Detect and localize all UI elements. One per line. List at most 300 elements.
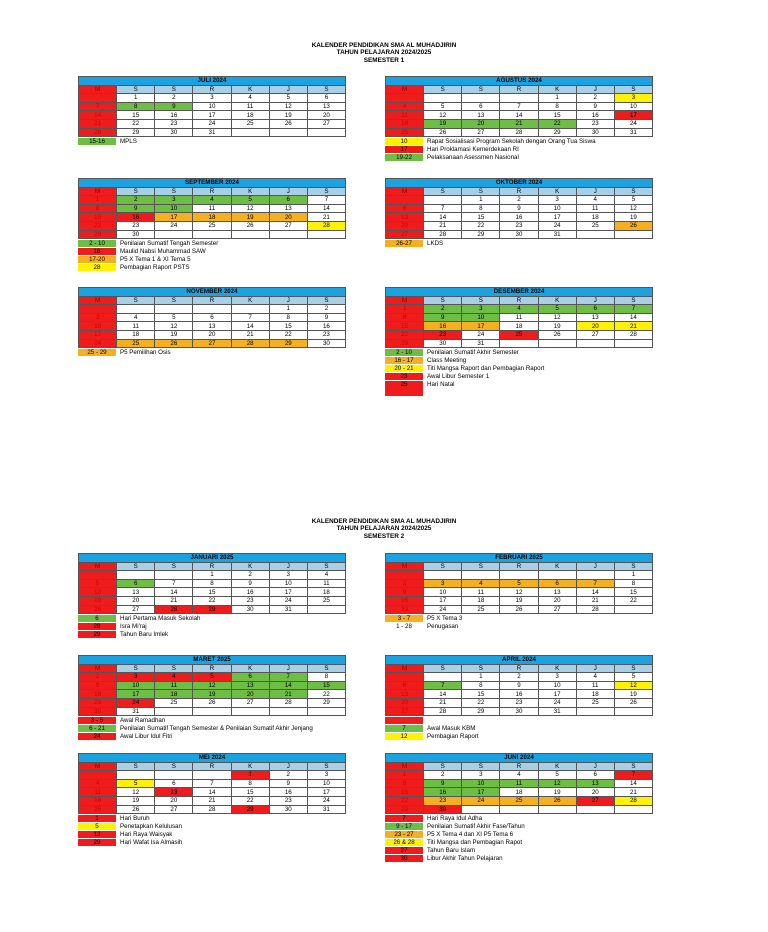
date-cell: 1	[269, 305, 307, 314]
date-cell: 28	[424, 707, 462, 716]
date-cell	[155, 707, 193, 716]
date-cell: 5	[500, 579, 538, 588]
date-cell	[386, 571, 424, 580]
date-cell	[193, 230, 231, 239]
date-cell: 3	[462, 305, 500, 314]
legend-text: Penugasan	[427, 622, 459, 630]
date-cell: 15	[462, 690, 500, 699]
legend	[385, 717, 653, 741]
date-cell: 6	[576, 305, 614, 314]
date-cell: 29	[462, 707, 500, 716]
date-cell	[231, 707, 269, 716]
day-header: J	[576, 85, 614, 94]
date-cell: 9	[307, 313, 345, 322]
day-header: S	[307, 562, 345, 571]
date-cell: 13	[386, 213, 424, 222]
date-cell: 2	[269, 771, 307, 780]
date-cell: 24	[538, 221, 576, 230]
date-cell: 11	[117, 322, 155, 331]
date-cell: 6	[538, 579, 576, 588]
date-cell: 5	[117, 779, 155, 788]
date-cell	[386, 673, 424, 682]
date-cell: 7	[155, 579, 193, 588]
date-cell: 25	[576, 221, 614, 230]
date-cell: 18	[117, 330, 155, 339]
date-cell: 29	[193, 605, 231, 614]
date-cell: 27	[386, 707, 424, 716]
day-header: S	[424, 187, 462, 196]
day-header: S	[155, 562, 193, 571]
date-cell	[193, 707, 231, 716]
month-maret	[78, 655, 346, 741]
date-cell: 8	[462, 681, 500, 690]
date-cell: 14	[231, 322, 269, 331]
date-cell: 12	[193, 681, 231, 690]
calendar-table	[385, 655, 653, 716]
date-cell: 6	[307, 94, 345, 103]
date-cell: 24	[193, 119, 231, 128]
date-cell: 26	[614, 698, 652, 707]
date-cell	[155, 771, 193, 780]
date-cell: 14	[424, 213, 462, 222]
day-header: S	[462, 296, 500, 305]
date-cell	[462, 571, 500, 580]
day-header: J	[576, 562, 614, 571]
date-cell: 18	[500, 322, 538, 331]
date-cell: 5	[231, 196, 269, 205]
date-cell: 4	[576, 673, 614, 682]
date-cell: 26	[231, 221, 269, 230]
date-cell: 24	[462, 796, 500, 805]
date-cell: 11	[576, 204, 614, 213]
legend-text: P5 X Tema 4 dan XI P5 Tema 6	[427, 830, 514, 838]
date-cell: 4	[386, 102, 424, 111]
date-cell: 23	[117, 221, 155, 230]
month-title: APRIL 2024	[386, 656, 653, 665]
date-cell: 13	[462, 111, 500, 120]
day-header: J	[269, 187, 307, 196]
date-cell: 8	[79, 204, 117, 213]
date-cell: 20	[386, 698, 424, 707]
date-cell: 9	[269, 779, 307, 788]
year-title: TAHUN PELAJARAN 2024/2025	[336, 525, 432, 533]
date-cell: 8	[538, 102, 576, 111]
date-cell: 6	[386, 681, 424, 690]
day-header: M	[386, 562, 424, 571]
date-cell: 11	[576, 681, 614, 690]
date-cell: 18	[462, 596, 500, 605]
day-header: J	[576, 187, 614, 196]
date-cell: 23	[576, 119, 614, 128]
date-cell: 3	[269, 571, 307, 580]
legend-text: Titi Mangsa dan Pembagian Rapot	[427, 838, 523, 846]
legend-item	[78, 248, 346, 256]
legend-date-code: 25 - 29	[78, 349, 116, 357]
legend-item	[78, 138, 346, 146]
date-cell: 8	[386, 313, 424, 322]
semester1-title	[0, 42, 768, 64]
date-cell	[79, 94, 117, 103]
date-cell	[576, 571, 614, 580]
day-header: S	[614, 762, 652, 771]
date-cell: 12	[614, 204, 652, 213]
date-cell: 6	[193, 313, 231, 322]
date-cell: 15	[386, 322, 424, 331]
day-header: S	[424, 296, 462, 305]
day-header: R	[500, 187, 538, 196]
legend	[385, 615, 653, 631]
date-cell: 11	[155, 681, 193, 690]
date-cell: 27	[193, 339, 231, 348]
date-cell: 6	[462, 102, 500, 111]
date-cell: 22	[193, 596, 231, 605]
legend-item	[385, 815, 653, 823]
date-cell: 12	[538, 779, 576, 788]
date-cell: 31	[307, 805, 345, 814]
calendar-table	[78, 655, 346, 716]
date-cell: 26	[79, 605, 117, 614]
date-cell: 18	[576, 213, 614, 222]
date-cell: 5	[614, 196, 652, 205]
date-cell	[231, 305, 269, 314]
date-cell: 21	[500, 119, 538, 128]
legend-text: Hari Raya Idul Adha	[427, 814, 483, 822]
month-februari	[385, 553, 653, 631]
date-cell: 13	[231, 681, 269, 690]
date-cell: 21	[231, 330, 269, 339]
day-header: M	[79, 296, 117, 305]
date-cell: 11	[193, 204, 231, 213]
date-cell: 14	[269, 681, 307, 690]
month-title: SEPTEMBER 2024	[79, 179, 346, 188]
date-cell: 12	[117, 788, 155, 797]
day-header: S	[155, 762, 193, 771]
date-cell: 19	[117, 796, 155, 805]
date-cell: 28	[614, 330, 652, 339]
date-cell	[307, 605, 345, 614]
date-cell: 26	[500, 605, 538, 614]
day-header: R	[500, 664, 538, 673]
date-cell: 3	[79, 313, 117, 322]
date-cell	[576, 805, 614, 814]
date-cell: 29	[231, 805, 269, 814]
legend-date-code: 20 - 21	[385, 365, 423, 373]
legend-item	[385, 615, 653, 623]
calendar-table	[78, 553, 346, 614]
date-cell: 28	[79, 128, 117, 137]
date-cell: 2	[424, 305, 462, 314]
date-cell: 16	[386, 596, 424, 605]
calendar-table	[385, 76, 653, 137]
legend-text: Class Meeting	[427, 356, 467, 364]
day-header: S	[424, 664, 462, 673]
legend	[385, 815, 653, 863]
date-cell: 21	[269, 690, 307, 699]
date-cell: 21	[307, 213, 345, 222]
date-cell: 4	[500, 305, 538, 314]
day-header: S	[117, 187, 155, 196]
date-cell: 26	[538, 330, 576, 339]
day-header: J	[576, 664, 614, 673]
date-cell	[386, 196, 424, 205]
date-cell	[117, 771, 155, 780]
date-cell: 30	[424, 805, 462, 814]
date-cell: 16	[79, 690, 117, 699]
date-cell: 23	[500, 698, 538, 707]
day-header: K	[538, 296, 576, 305]
legend-item	[78, 815, 346, 823]
date-cell: 16	[117, 213, 155, 222]
month-juli	[78, 76, 346, 146]
legend-text: Rapat Sosialisasi Program Sekolah dengan Orang Tua Siswa	[427, 137, 596, 145]
date-cell: 25	[462, 605, 500, 614]
date-cell	[500, 571, 538, 580]
date-cell: 25	[155, 698, 193, 707]
legend-date-code: 3 - 7	[385, 615, 423, 623]
date-cell: 22	[231, 796, 269, 805]
day-header: J	[269, 85, 307, 94]
date-cell: 28	[424, 230, 462, 239]
date-cell	[269, 707, 307, 716]
date-cell: 25	[79, 805, 117, 814]
legend-date-code: 7	[385, 725, 423, 733]
date-cell: 31	[117, 707, 155, 716]
legend-text: Titi Mangsa Raport dan Pembagian Raport	[427, 364, 545, 372]
legend-text: Hari Proklamasi Kemerdekaan RI	[427, 145, 519, 153]
date-cell: 30	[424, 339, 462, 348]
date-cell	[614, 230, 652, 239]
date-cell: 13	[155, 788, 193, 797]
date-cell: 22	[79, 221, 117, 230]
date-cell: 27	[307, 119, 345, 128]
date-cell: 26	[538, 796, 576, 805]
date-cell: 5	[193, 673, 231, 682]
date-cell: 3	[462, 771, 500, 780]
date-cell: 28	[193, 805, 231, 814]
legend-item	[78, 725, 346, 733]
legend	[78, 240, 346, 272]
date-cell: 6	[155, 779, 193, 788]
month-title: AGUSTUS 2024	[386, 77, 653, 86]
date-cell: 2	[79, 673, 117, 682]
date-cell: 15	[614, 588, 652, 597]
day-header: M	[79, 664, 117, 673]
date-cell: 14	[576, 588, 614, 597]
date-cell: 17	[117, 690, 155, 699]
calendar-table	[78, 753, 346, 814]
date-cell: 20	[117, 596, 155, 605]
date-cell: 12	[500, 588, 538, 597]
legend-text: P5 X Tema 3	[427, 614, 463, 622]
date-cell	[193, 771, 231, 780]
date-cell: 6	[386, 204, 424, 213]
legend-text: Penilaian Sumatif Tengah Semester	[120, 239, 219, 247]
semester-title: SEMESTER 1	[363, 56, 405, 64]
legend-text: Isra Mi'raj	[120, 622, 147, 630]
day-header: K	[231, 85, 269, 94]
date-cell: 5	[79, 579, 117, 588]
legend-item	[78, 623, 346, 631]
date-cell: 15	[193, 588, 231, 597]
date-cell: 13	[307, 102, 345, 111]
legend-item	[385, 823, 653, 831]
date-cell: 2	[117, 196, 155, 205]
day-header: J	[269, 664, 307, 673]
date-cell: 9	[500, 681, 538, 690]
date-cell: 4	[462, 579, 500, 588]
day-header: S	[155, 85, 193, 94]
date-cell: 17	[462, 788, 500, 797]
date-cell: 14	[500, 111, 538, 120]
legend-item	[385, 725, 653, 733]
date-cell: 28	[269, 698, 307, 707]
month-title: JULI 2024	[79, 77, 346, 86]
legend	[78, 815, 346, 847]
date-cell: 10	[424, 588, 462, 597]
legend-item	[385, 349, 653, 357]
date-cell: 14	[155, 588, 193, 597]
date-cell: 26	[193, 698, 231, 707]
day-header: R	[193, 187, 231, 196]
legend-text: Pembagian Raport PSTS	[120, 263, 190, 271]
date-cell: 25	[500, 330, 538, 339]
date-cell: 2	[386, 579, 424, 588]
day-header: R	[500, 85, 538, 94]
date-cell	[307, 707, 345, 716]
day-header: S	[155, 187, 193, 196]
date-cell: 10	[538, 681, 576, 690]
legend-date-code: 2 - 10	[78, 240, 116, 248]
date-cell: 28	[614, 796, 652, 805]
date-cell: 21	[193, 796, 231, 805]
day-header: S	[117, 296, 155, 305]
date-cell: 5	[155, 313, 193, 322]
calendar-table	[78, 76, 346, 137]
calendar-table	[78, 287, 346, 348]
day-header: K	[231, 664, 269, 673]
date-cell: 22	[386, 330, 424, 339]
date-cell: 16	[155, 111, 193, 120]
date-cell: 31	[462, 339, 500, 348]
date-cell: 19	[424, 119, 462, 128]
date-cell: 13	[193, 322, 231, 331]
date-cell: 28	[576, 605, 614, 614]
day-header: S	[307, 296, 345, 305]
day-header: J	[576, 296, 614, 305]
date-cell	[538, 571, 576, 580]
date-cell: 29	[269, 339, 307, 348]
month-agustus	[385, 76, 653, 162]
day-header: M	[386, 296, 424, 305]
legend-item	[385, 847, 653, 855]
date-cell: 16	[500, 213, 538, 222]
date-cell: 4	[79, 779, 117, 788]
date-cell: 29	[386, 805, 424, 814]
date-cell	[500, 339, 538, 348]
legend-item	[385, 831, 653, 839]
date-cell: 2	[500, 673, 538, 682]
legend-text: Awal Masuk KBM	[427, 724, 476, 732]
date-cell: 27	[576, 330, 614, 339]
date-cell: 2	[424, 771, 462, 780]
date-cell: 18	[500, 788, 538, 797]
legend-date-code: 12	[385, 733, 423, 741]
legend-item	[78, 831, 346, 839]
date-cell: 24	[117, 698, 155, 707]
date-cell: 22	[386, 796, 424, 805]
day-header: S	[307, 664, 345, 673]
date-cell: 30	[576, 128, 614, 137]
semester-title: SEMESTER 2	[363, 532, 405, 540]
legend-date-code: 26 & 28	[385, 839, 423, 847]
date-cell	[424, 673, 462, 682]
date-cell: 8	[231, 779, 269, 788]
legend-date-code: 9 - 17	[385, 823, 423, 831]
date-cell: 29	[538, 128, 576, 137]
legend-date-code: 25	[385, 381, 423, 396]
month-title: DESEMBER 2024	[386, 288, 653, 297]
date-cell	[462, 805, 500, 814]
date-cell: 1	[231, 771, 269, 780]
date-cell: 14	[193, 788, 231, 797]
day-header: R	[500, 562, 538, 571]
date-cell: 8	[117, 102, 155, 111]
legend-text: Maulid Nabsi Muhammad SAW	[120, 247, 206, 255]
date-cell: 30	[79, 707, 117, 716]
month-title: OKTOBER 2024	[386, 179, 653, 188]
legend-text: LKDS	[427, 239, 444, 247]
date-cell: 21	[614, 788, 652, 797]
legend-item	[78, 631, 346, 639]
date-cell: 26	[424, 128, 462, 137]
legend-date-code: 29	[78, 839, 116, 847]
date-cell: 22	[117, 119, 155, 128]
date-cell: 15	[462, 213, 500, 222]
date-cell: 8	[614, 579, 652, 588]
date-cell: 12	[231, 204, 269, 213]
date-cell: 3	[538, 673, 576, 682]
date-cell: 6	[576, 771, 614, 780]
date-cell: 3	[117, 673, 155, 682]
date-cell: 21	[614, 322, 652, 331]
day-header: R	[193, 664, 231, 673]
legend-date-code: 15-16	[78, 138, 116, 146]
date-cell: 19	[614, 690, 652, 699]
date-cell: 24	[79, 339, 117, 348]
date-cell	[424, 571, 462, 580]
day-header: S	[614, 296, 652, 305]
date-cell: 1	[462, 673, 500, 682]
legend-date-code: 27	[385, 847, 423, 855]
date-cell: 26	[614, 221, 652, 230]
date-cell: 28	[500, 128, 538, 137]
date-cell	[462, 94, 500, 103]
date-cell: 6	[269, 196, 307, 205]
date-cell: 28	[307, 221, 345, 230]
date-cell: 10	[117, 681, 155, 690]
date-cell: 9	[79, 681, 117, 690]
date-cell: 28	[231, 339, 269, 348]
date-cell: 4	[117, 313, 155, 322]
date-cell: 8	[386, 779, 424, 788]
date-cell: 15	[231, 788, 269, 797]
legend-text: Penilaian Sumatif Akhir Semester	[427, 348, 519, 356]
date-cell: 10	[538, 204, 576, 213]
legend-text: Libur Akhir Tahun Pelajaran	[427, 854, 503, 862]
legend-text: P5 X Tema 1 & XI Tema 5	[120, 255, 191, 263]
date-cell	[500, 94, 538, 103]
date-cell: 20	[386, 221, 424, 230]
